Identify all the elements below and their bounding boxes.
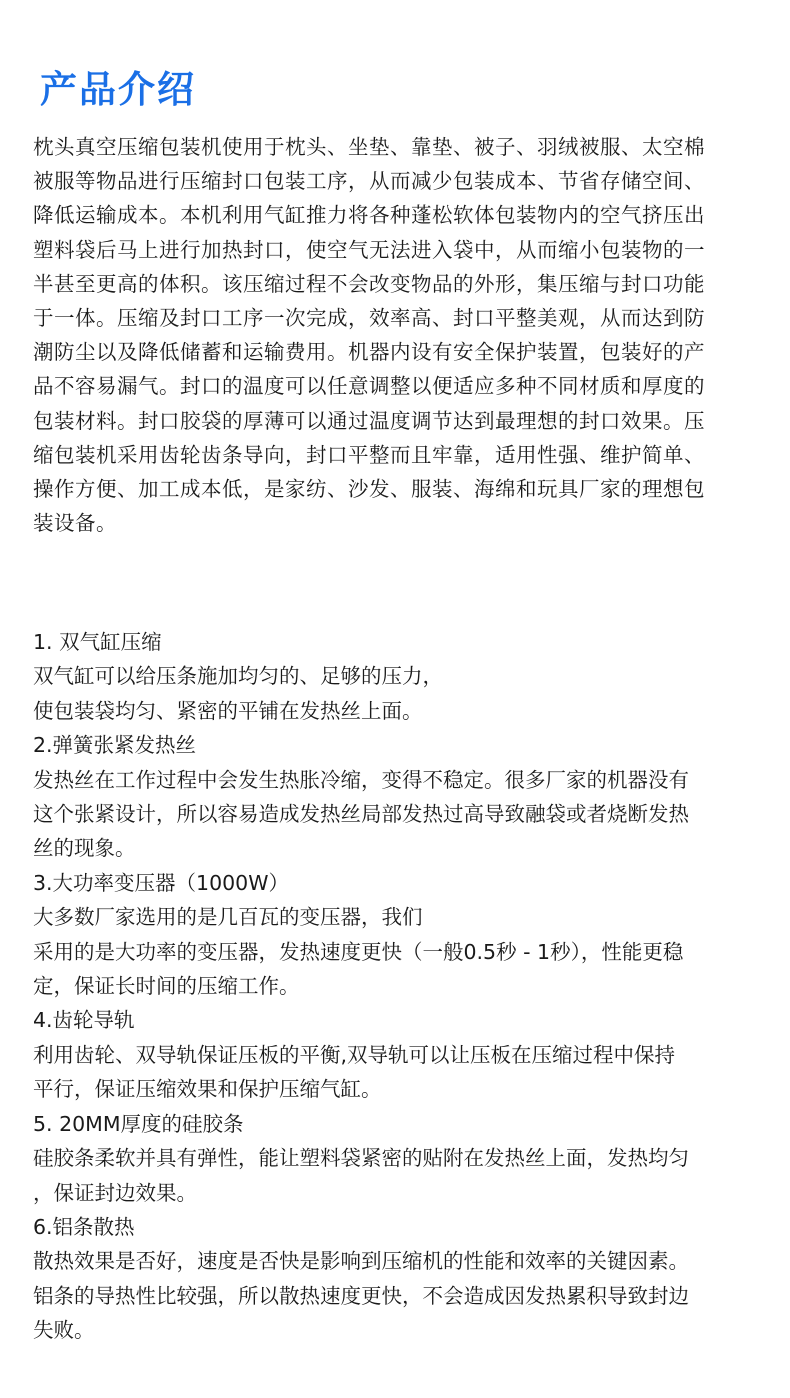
intro-line: 于一体。压缩及封口工序一次完成，效率高、封口平整美观，从而达到防 — [33, 306, 705, 331]
intro-paragraph — [33, 130, 763, 540]
feature-item-spring-heating-wire — [33, 728, 763, 866]
feature-line: 定，保证长时间的压缩工作。 — [33, 974, 300, 999]
feature-line: 大多数厂家选用的是几百瓦的变压器，我们 — [33, 905, 423, 930]
feature-line: 平行，保证压缩效果和保护压缩气缸。 — [33, 1077, 382, 1102]
intro-line: 半甚至更高的体积。该压缩过程不会改变物品的外形，集压缩与封口功能 — [33, 271, 705, 296]
feature-heading: 5. 20MM厚度的硅胶条 — [33, 1111, 244, 1136]
feature-item-transformer — [33, 866, 763, 1004]
feature-line: 散热效果是否好，速度是否快是影响到压缩机的性能和效率的关键因素。 — [33, 1249, 689, 1274]
feature-item-dual-cylinder — [33, 625, 763, 728]
feature-line: 失败。 — [33, 1318, 95, 1343]
feature-line: 硅胶条柔软并具有弹性，能让塑料袋紧密的贴附在发热丝上面，发热均匀 — [33, 1146, 689, 1171]
feature-list — [33, 625, 763, 1348]
intro-line: 包装材料。封口胶袋的厚薄可以通过温度调节达到最理想的封口效果。压 — [33, 408, 705, 433]
intro-line: 被服等物品进行压缩封口包装工序，从而减少包装成本、节省存储空间、 — [33, 169, 705, 194]
feature-heading: 6.铝条散热 — [33, 1214, 135, 1239]
feature-line: 利用齿轮、双导轨保证压板的平衡,双导轨可以让压板在压缩过程中保持 — [33, 1042, 676, 1067]
feature-line: 发热丝在工作过程中会发生热胀冷缩，变得不稳定。很多厂家的机器没有 — [33, 767, 689, 792]
feature-item-aluminum-cooling — [33, 1210, 763, 1348]
intro-line: 降低运输成本。本机利用气缸推力将各种蓬松软体包装物内的空气挤压出 — [33, 203, 705, 228]
feature-heading: 4.齿轮导轨 — [33, 1008, 135, 1033]
intro-line: 枕头真空压缩包装机使用于枕头、坐垫、靠垫、被子、羽绒被服、太空棉 — [33, 135, 705, 159]
feature-line: 采用的是大功率的变压器，发热速度更快（一般0.5秒 - 1秒），性能更稳 — [33, 939, 684, 964]
feature-line: 这个张紧设计，所以容易造成发热丝局部发热过高导致融袋或者烧断发热 — [33, 802, 689, 827]
feature-line: ，保证封边效果。 — [33, 1180, 197, 1205]
feature-item-gear-rail — [33, 1003, 763, 1106]
page-title: 产品介绍 — [40, 68, 196, 111]
feature-item-silicone-strip — [33, 1107, 763, 1210]
feature-line: 双气缸可以给压条施加均匀的、足够的压力， — [33, 664, 443, 689]
intro-line: 缩包装机采用齿轮齿条导向，封口平整而且牢靠，适用性强、维护简单、 — [33, 442, 705, 467]
intro-line: 品不容易漏气。封口的温度可以任意调整以便适应多种不同材质和厚度的 — [33, 374, 705, 399]
intro-line: 装设备。 — [33, 511, 117, 536]
feature-heading: 1. 双气缸压缩 — [33, 630, 162, 654]
intro-line: 潮防尘以及降低储蓄和运输费用。机器内设有安全保护装置，包装好的产 — [33, 340, 705, 365]
intro-line: 塑料袋后马上进行加热封口，使空气无法进入袋中，从而缩小包装物的一 — [33, 237, 705, 262]
feature-heading: 2.弹簧张紧发热丝 — [33, 733, 197, 758]
feature-heading: 3.大功率变压器（1000W） — [33, 870, 289, 895]
feature-line: 使包装袋均匀、紧密的平铺在发热丝上面。 — [33, 698, 423, 723]
intro-line: 操作方便、加工成本低，是家纺、沙发、服装、海绵和玩具厂家的理想包 — [33, 477, 705, 502]
feature-line: 丝的现象。 — [33, 836, 136, 861]
feature-line: 铝条的导热性比较强，所以散热速度更快，不会造成因发热累积导致封边 — [33, 1283, 689, 1308]
